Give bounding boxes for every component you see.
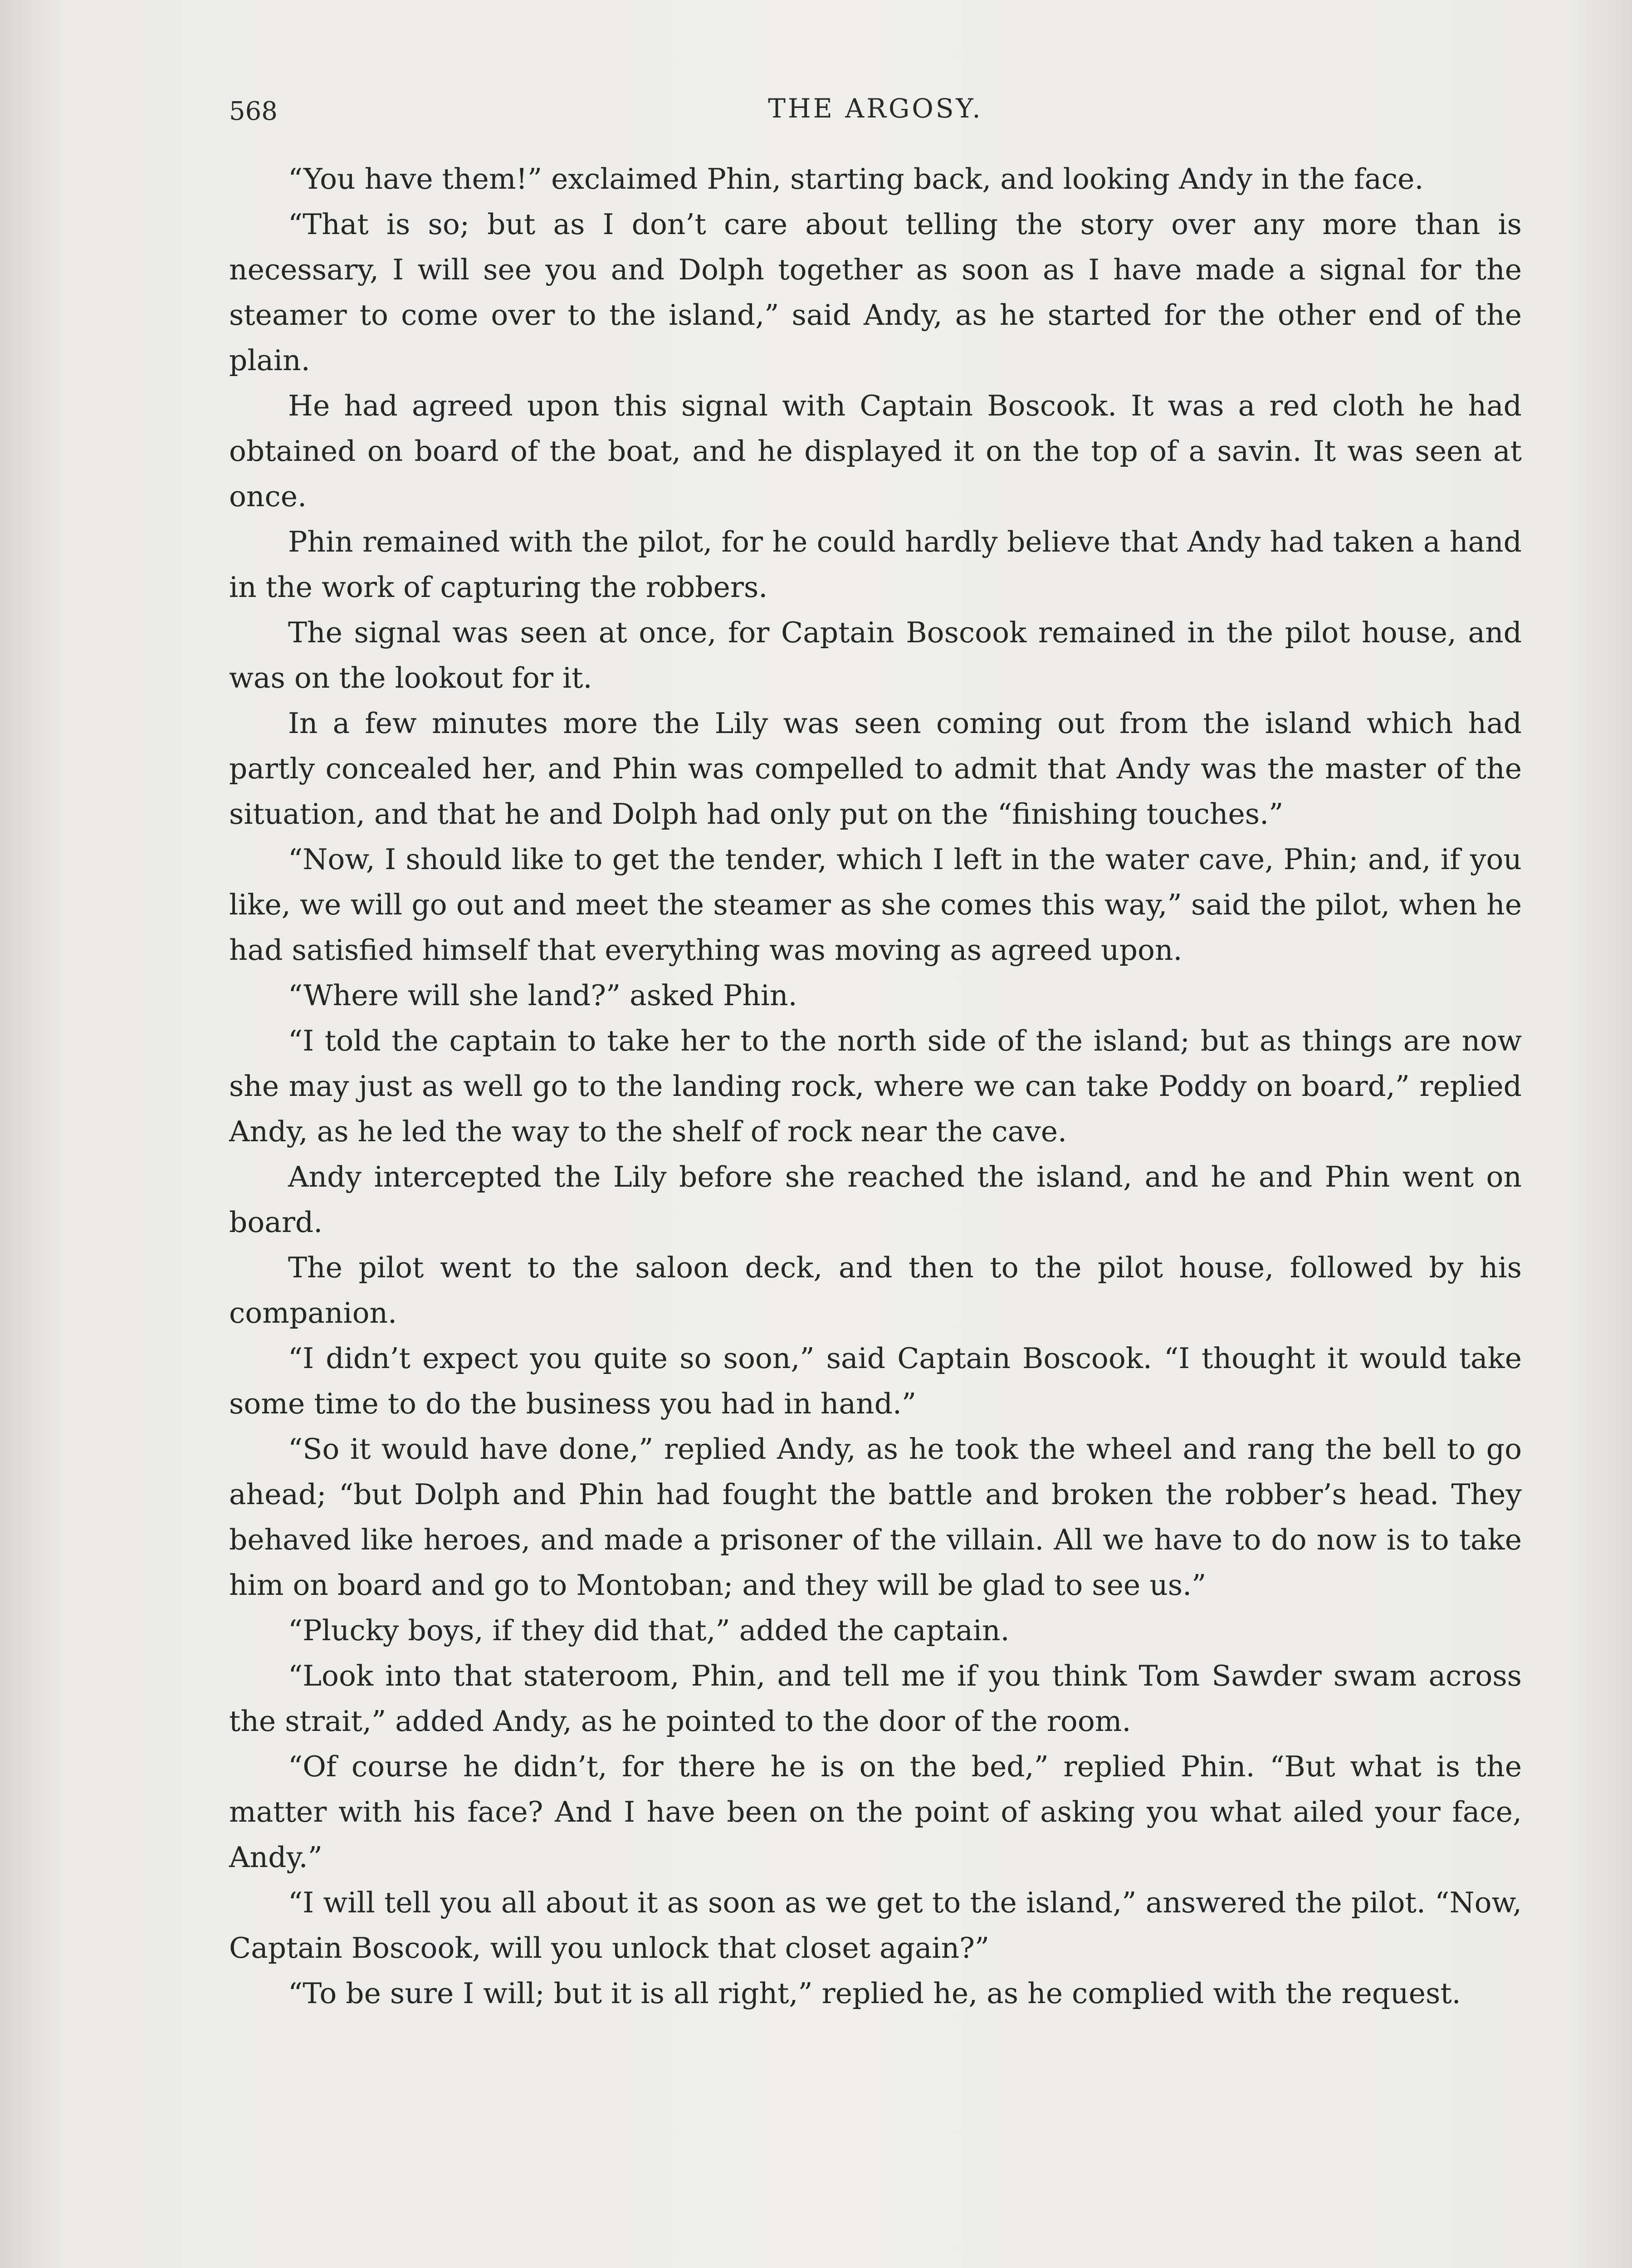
paragraph: “Of course he didn’t, for there he is on the bed,” replied Phin. “But what is the matter with his face? And I have been on the point of asking you what ailed your face, Andy.” (229, 1750, 1522, 1874)
paragraph: “So it would have done,” replied Andy, as he took the wheel and rang the bell to go ahead; “but Dolph and Phin had fought the battle and broken the robber’s head. They behaved like heroes, and made a prisoner of the villain. All we have to do now is to take him on board and go to Montoban; and they will be glad to see us.” (229, 1432, 1522, 1602)
paragraph: Andy intercepted the Lily before she reached the island, and he and Phin went on board. (229, 1160, 1522, 1239)
paragraph: The signal was seen at once, for Captain Boscook remained in the pilot house, and was on the lookout for it. (229, 616, 1522, 694)
paragraph: “I told the captain to take her to the north side of the island; but as things are now she may just as well go to the landing rock, where we can take Poddy on board,” replied Andy, as he led the way to the shelf of rock near the cave. (229, 1024, 1522, 1148)
paragraph: “I will tell you all about it as soon as we get to the island,” answered the pilot. “Now, Captain Boscook, will you unlock that closet again?” (229, 1886, 1522, 1965)
paragraph: “Where will she land?” asked Phin. (288, 979, 797, 1012)
running-head: THE ARGOSY. (768, 93, 983, 124)
paragraph: “You have them!” exclaimed Phin, starting back, and looking Andy in the face. (288, 162, 1424, 196)
paragraph: “Look into that stateroom, Phin, and tell me if you think Tom Sawder swam across the strait,” added Andy, as he pointed to the door of the room. (229, 1659, 1522, 1738)
paragraph: “I didn’t expect you quite so soon,” said Captain Boscook. “I thought it would take some time to do the business you had in hand.” (229, 1342, 1522, 1420)
paragraph: “Plucky boys, if they did that,” added the captain. (288, 1614, 1010, 1647)
paragraph: He had agreed upon this signal with Captain Boscook. It was a red cloth he had obtained on board of the boat, and he displayed it on the top of a savin. It was seen at once. (229, 389, 1522, 513)
paragraph: “Now, I should like to get the tender, which I left in the water cave, Phin; and, if you like, we will go out and meet the steamer as she comes this way,” said the pilot, when he had satisfied himself that everything was moving as agreed upon. (229, 843, 1522, 967)
paragraph: “To be sure I will; but it is all right,” replied he, as he complied with the request. (288, 1977, 1461, 2010)
page-number: 568 (229, 97, 278, 126)
paragraph: Phin remained with the pilot, for he could hardly believe that Andy had taken a hand in the work of capturing the robbers. (229, 525, 1522, 604)
paragraph: In a few minutes more the Lily was seen coming out from the island which had partly concealed her, and Phin was compelled to admit that Andy was the master of the situation, and that he and Dolph had only put on the “finishing touches.” (229, 707, 1522, 831)
paragraph: The pilot went to the saloon deck, and then to the pilot house, followed by his companion. (229, 1251, 1522, 1330)
page-header (229, 93, 1522, 129)
paragraph: “That is so; but as I don’t care about telling the story over any more than is necessary, I will see you and Dolph together as soon as I have made a signal for the steamer to come over to the island,” said Andy, as he started for the other end of the plain. (229, 208, 1522, 377)
body-text (229, 156, 1522, 2016)
